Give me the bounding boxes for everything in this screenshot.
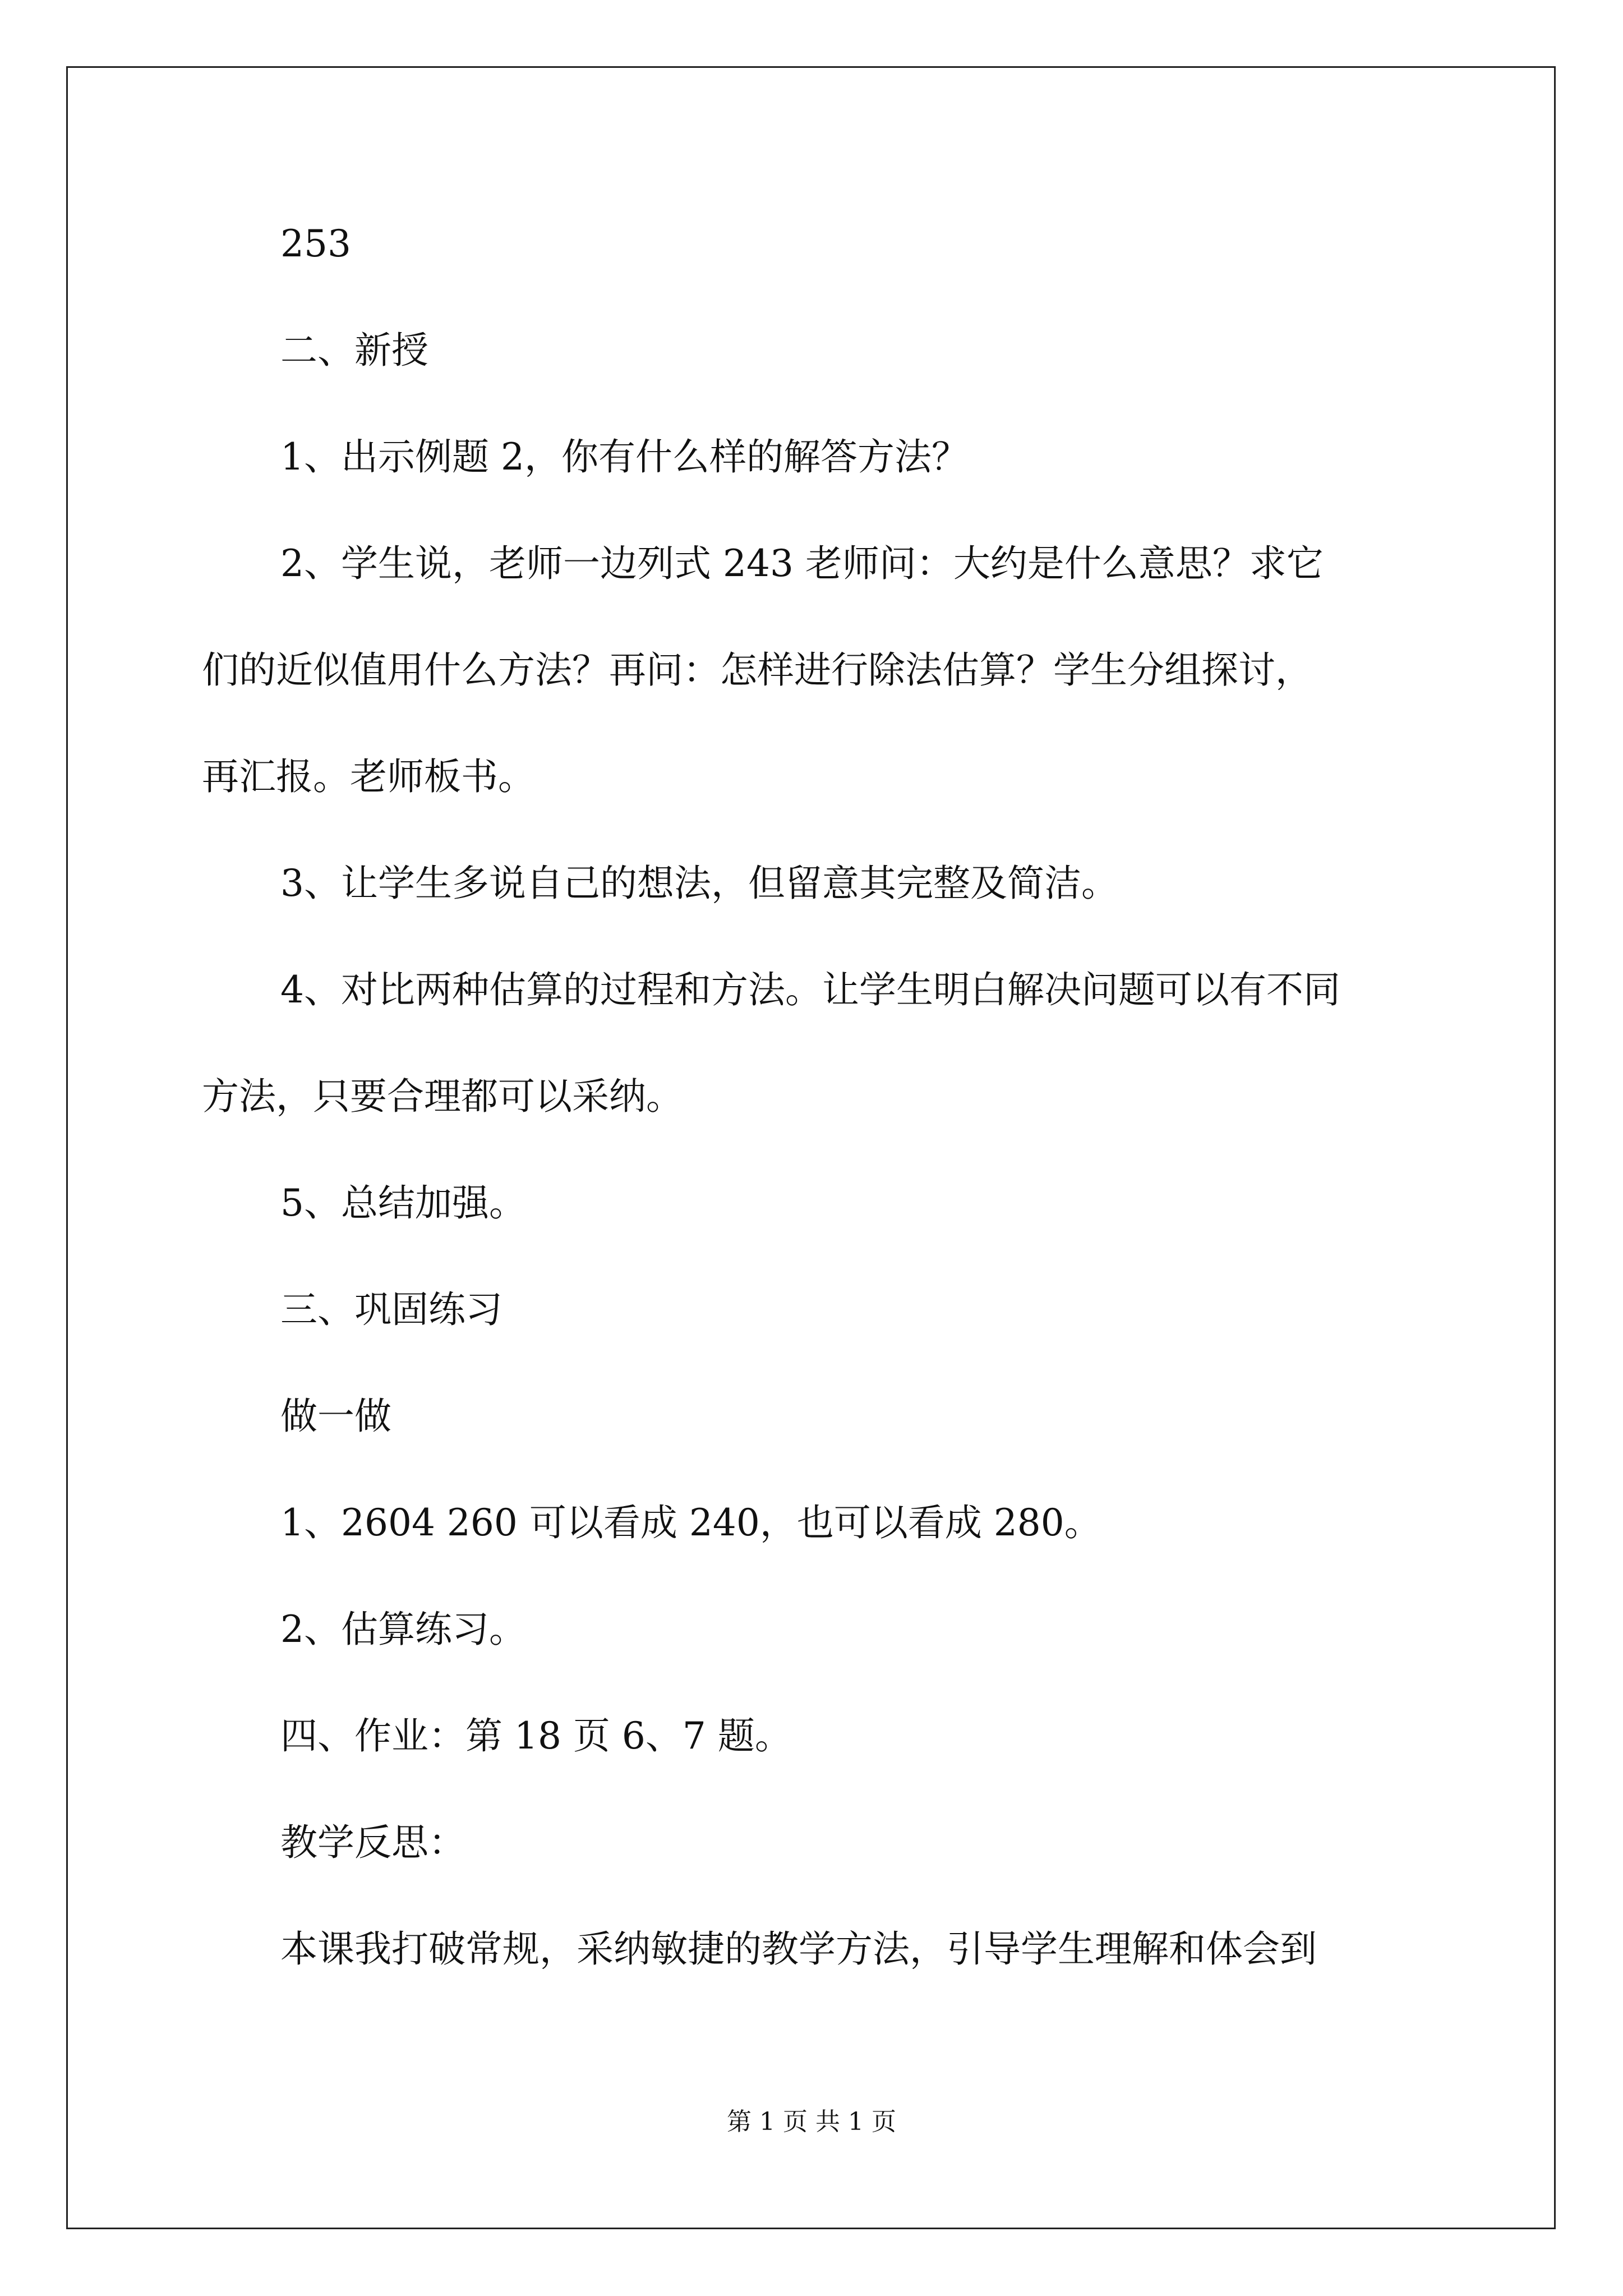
text-line: 本课我打破常规，采纳敏捷的教学方法，引导学生理解和体会到 (280, 1927, 1317, 1971)
page-border (66, 66, 1556, 2229)
page-footer: 第 1 页 共 1 页 (727, 2108, 896, 2136)
text-line: 4、对比两种估算的过程和方法。让学生明白解决问题可以有不同 (280, 968, 1340, 1011)
text-line: 253 (280, 222, 351, 265)
text-line: 1、出示例题 2，你有什么样的解答方法？ (280, 435, 969, 478)
text-line: 5、总结加强。 (280, 1181, 526, 1225)
section-heading: 三、巩固练习 (280, 1288, 502, 1331)
text-line: 们的近似值用什么方法？再问：怎样进行除法估算？学生分组探讨， (202, 648, 1312, 692)
text-line: 1、2604 260 可以看成 240，也可以看成 280。 (280, 1501, 1101, 1544)
text-line: 2、估算练习。 (280, 1608, 526, 1651)
text-line: 教学反思： (280, 1821, 465, 1864)
text-line: 做一做 (280, 1395, 391, 1438)
section-heading: 二、新授 (280, 329, 428, 372)
text-line: 3、让学生多说自己的想法，但留意其完整及简洁。 (280, 862, 1118, 905)
section-heading: 四、作业：第 18 页 6、7 题。 (280, 1714, 792, 1757)
text-line: 2、学生说，老师一边列式 243 老师问：大约是什么意思？求它 (280, 542, 1324, 585)
text-line: 方法，只要合理都可以采纳。 (202, 1075, 683, 1118)
text-line: 再汇报。老师板书。 (202, 755, 535, 798)
